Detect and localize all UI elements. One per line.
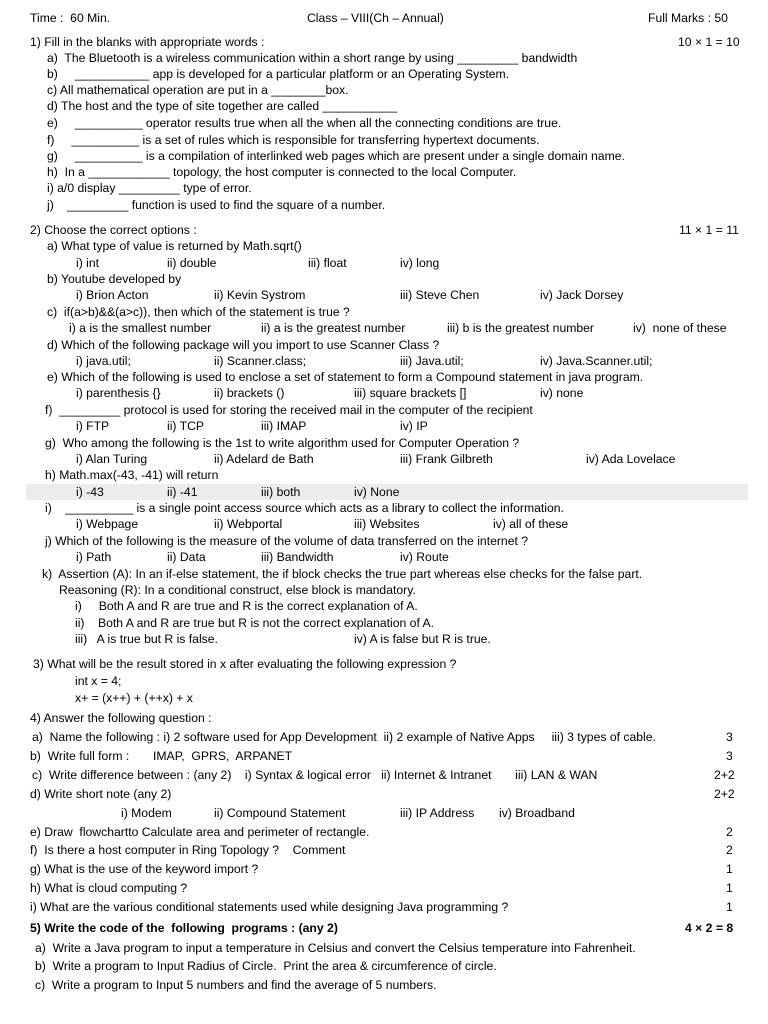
q4-d-option-2: ii) Compound Statement	[214, 806, 346, 820]
q4-f-marks: 2	[726, 843, 733, 857]
q2-e-question: e) Which of the following is used to enclose a set of statement to form a Compound statement in java program.	[47, 370, 644, 384]
q4-d-option-1: i) Modem	[121, 806, 172, 820]
q2-k-option-1: i) Both A and R are true and R is the correct explanation of A.	[75, 599, 418, 613]
q2-b-option-1: i) Brion Acton	[76, 288, 149, 302]
q2-g-option-3: iii) Frank Gilbreth	[400, 452, 493, 466]
q4-e-marks: 2	[726, 825, 733, 839]
q2-k-reasoning: Reasoning (R): In a conditional construct, else block is mandatory.	[59, 583, 416, 597]
q4-d-option-3: iii) IP Address	[400, 806, 475, 820]
q5-a: a) Write a Java program to input a temperature in Celsius and convert the Celsius temperature into Fahrenheit.	[35, 941, 636, 955]
q1-j: j) _________ function is used to find the square of a number.	[47, 198, 386, 212]
q3-title: 3) What will be the result stored in x after evaluating the following expression ?	[33, 657, 457, 671]
class-label: Class – VIII(Ch – Annual)	[307, 11, 444, 25]
q2-a-question: a) What type of value is returned by Math.sqrt()	[47, 239, 302, 253]
q2-c-question: c) if(a>b)&&(a>c)), then which of the statement is true ?	[47, 305, 350, 319]
q2-f-option-2: ii) TCP	[167, 419, 205, 433]
q1-d: d) The host and the type of site together are called ___________	[47, 99, 398, 113]
q2-e-option-1: i) parenthesis {}	[76, 386, 161, 400]
q2-i-option-3: iii) Websites	[354, 517, 420, 531]
q2-f-option-4: iv) IP	[400, 419, 428, 433]
q1-marks: 10 × 1 = 10	[678, 35, 740, 49]
q2-h-option-4: iv) None	[354, 485, 400, 499]
q4-d: d) Write short note (any 2)	[30, 787, 172, 801]
q2-k-option-2: ii) Both A and R are true but R is not the correct explanation of A.	[75, 616, 435, 630]
q2-d-option-4: iv) Java.Scanner.util;	[540, 354, 653, 368]
q2-f-option-3: iii) IMAP	[261, 419, 307, 433]
q4-g: g) What is the use of the keyword import ?	[30, 862, 259, 876]
q4-c-marks: 2+2	[714, 768, 735, 782]
q2-e-option-3: iii) square brackets []	[354, 386, 467, 400]
q2-g-option-4: iv) Ada Lovelace	[586, 452, 676, 466]
q2-e-option-2: ii) brackets ()	[214, 386, 285, 400]
q5-c: c) Write a program to Input 5 numbers and find the average of 5 numbers.	[35, 978, 437, 992]
q4-i-marks: 1	[726, 900, 733, 914]
q2-d-question: d) Which of the following package will you import to use Scanner Class ?	[47, 338, 440, 352]
q1-title: 1) Fill in the blanks with appropriate words :	[30, 35, 265, 49]
q2-j-option-1: i) Path	[76, 550, 112, 564]
q4-a: a) Name the following : i) 2 software used for App Development ii) 2 example of Native Apps iii) 3 types of cable.	[32, 730, 656, 744]
q2-g-option-1: i) Alan Turing	[76, 452, 148, 466]
q2-g-question: g) Who among the following is the 1st to write algorithm used for Computer Operation ?	[45, 436, 520, 450]
q2-e-option-4: iv) none	[540, 386, 584, 400]
q2-a-option-2: ii) double	[167, 256, 217, 270]
time-label: Time : 60 Min.	[30, 11, 111, 25]
q4-title: 4) Answer the following question :	[30, 711, 212, 725]
q1-c: c) All mathematical operation are put in a ________box.	[47, 83, 349, 97]
q2-i-option-2: ii) Webportal	[214, 517, 283, 531]
q2-marks: 11 × 1 = 11	[679, 223, 739, 237]
q2-c-option-1: i) a is the smallest number	[69, 321, 212, 335]
q2-k-option-3: iii) A is true but R is false.	[75, 632, 218, 646]
q5-b: b) Write a program to Input Radius of Circle. Print the area & circumference of circle.	[35, 959, 497, 973]
q2-f-option-1: i) FTP	[76, 419, 110, 433]
q2-i-option-1: i) Webpage	[76, 517, 139, 531]
q3-code-line-1: int x = 4;	[75, 674, 122, 688]
q2-a-option-1: i) int	[76, 256, 100, 270]
q4-i: i) What are the various conditional statements used while designing Java programming ?	[30, 900, 509, 914]
q2-h-option-2: ii) -41	[167, 485, 198, 499]
q2-c-option-4: iv) none of these	[633, 321, 727, 335]
q1-g: g) __________ is a compilation of interlinked web pages which are present under a single domain name.	[47, 149, 625, 163]
q1-h: h) In a ____________ topology, the host computer is connected to the local Computer.	[47, 165, 517, 179]
q1-b: b) ___________ app is developed for a particular platform or an Operating System.	[47, 67, 510, 81]
q2-h-option-1: i) -43	[76, 485, 104, 499]
full-marks-label: Full Marks : 50	[648, 11, 728, 25]
q2-j-option-3: iii) Bandwidth	[261, 550, 334, 564]
q4-e: e) Draw flowchartto Calculate area and perimeter of rectangle.	[30, 825, 370, 839]
q2-c-option-3: iii) b is the greatest number	[447, 321, 594, 335]
q2-k-assertion: k) Assertion (A): In an if-else statement, the if block checks the true part whereas else checks for the false part.	[42, 567, 643, 581]
q4-b: b) Write full form : IMAP, GPRS, ARPANET	[30, 749, 293, 763]
q4-h-marks: 1	[726, 881, 733, 895]
q2-j-question: j) Which of the following is the measure of the volume of data transferred on the internet ?	[45, 534, 529, 548]
q1-i: i) a/0 display _________ type of error.	[47, 181, 252, 195]
q2-i-option-4: iv) all of these	[493, 517, 569, 531]
q1-e: e) __________ operator results true when all the when all the connecting conditions are true.	[47, 116, 562, 130]
q5-title: 5) Write the code of the following programs : (any 2)	[30, 921, 338, 935]
q1-f: f) __________ is a set of rules which is responsible for transferring hypertext documents.	[47, 133, 540, 147]
q2-b-option-2: ii) Kevin Systrom	[214, 288, 306, 302]
q4-g-marks: 1	[726, 862, 733, 876]
q2-j-option-2: ii) Data	[167, 550, 206, 564]
q5-marks: 4 × 2 = 8	[685, 921, 734, 935]
q2-title: 2) Choose the correct options :	[30, 223, 197, 237]
q2-b-option-3: iii) Steve Chen	[400, 288, 480, 302]
q2-b-question: b) Youtube developed by	[47, 272, 182, 286]
q2-i-question: i) __________ is a single point access source which acts as a library to collect the information.	[45, 501, 564, 515]
q4-a-marks: 3	[726, 730, 733, 744]
q1-a: a) The Bluetooth is a wireless communication within a short range by using _________ bandwidth	[47, 51, 578, 65]
q2-d-option-1: i) java.util;	[76, 354, 131, 368]
q2-b-option-4: iv) Jack Dorsey	[540, 288, 624, 302]
q2-g-option-2: ii) Adelard de Bath	[214, 452, 314, 466]
q2-d-option-2: ii) Scanner.class;	[214, 354, 307, 368]
q2-d-option-3: iii) Java.util;	[400, 354, 464, 368]
q2-h-option-3: iii) both	[261, 485, 301, 499]
q2-j-option-4: iv) Route	[400, 550, 449, 564]
q2-a-option-3: iii) float	[308, 256, 347, 270]
q4-c: c) Write difference between : (any 2) i) Syntax & logical error ii) Internet & Intranet iii) LAN & WAN	[32, 768, 598, 782]
q3-code-line-2: x+ = (x++) + (++x) + x	[75, 691, 193, 705]
q2-c-option-2: ii) a is the greatest number	[261, 321, 406, 335]
q4-b-marks: 3	[726, 749, 733, 763]
q2-k-option-4: iv) A is false but R is true.	[354, 632, 491, 646]
q2-a-option-4: iv) long	[400, 256, 440, 270]
q4-h: h) What is cloud computing ?	[30, 881, 188, 895]
q2-h-question: h) Math.max(-43, -41) will return	[45, 468, 219, 482]
q2-f-question: f) _________ protocol is used for storing the received mail in the computer of the recipient	[45, 403, 533, 417]
q4-d-marks: 2+2	[714, 787, 735, 801]
q4-f: f) Is there a host computer in Ring Topology ? Comment	[30, 843, 346, 857]
q4-d-option-4: iv) Broadband	[499, 806, 575, 820]
